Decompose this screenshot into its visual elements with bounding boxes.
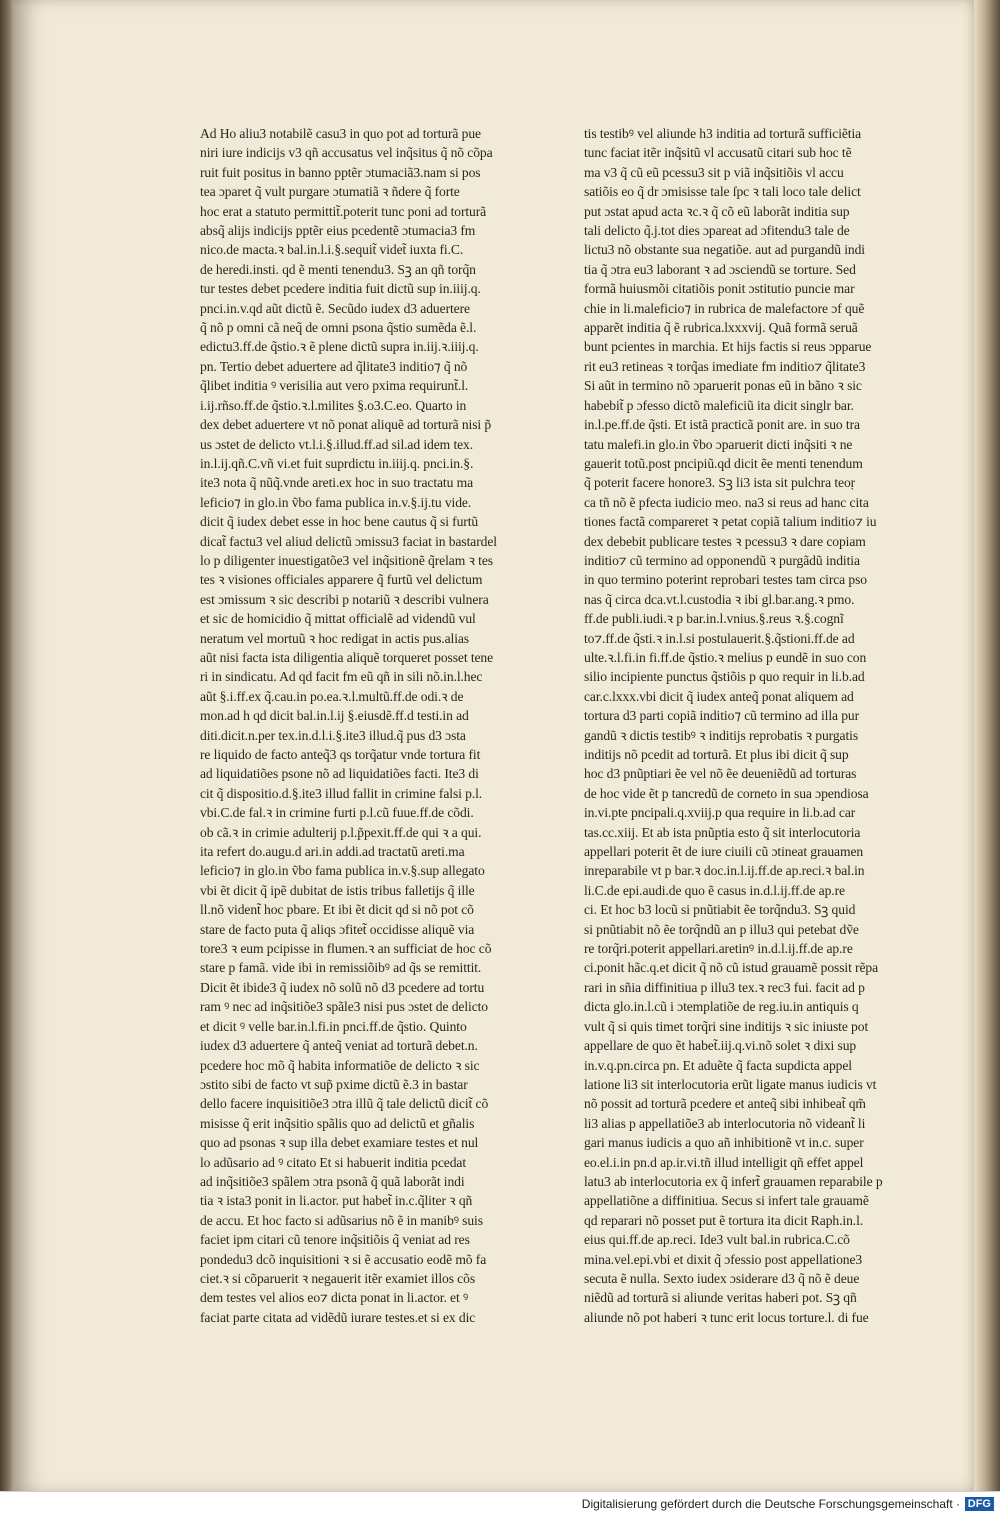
text-line: ci. Et hoc b3 locũ si pnũtiabit ẽe torq̃ndu3. Sꝫ quid <box>584 902 856 918</box>
text-line: vult q̃ si quis timet torq̃ri sine inditijs ꝛ sic iniuste pot <box>584 1018 869 1034</box>
text-line: nas q̃ circa dca.vt.l.custodia ꝛ ibi gl.bar.ang.ꝛ pmo. <box>584 591 855 607</box>
text-line: li.C.de epi.audi.de quo ẽ casus in.d.l.ij.ff.de ap.re <box>584 882 845 898</box>
text-line: secuta ẽ nulla. Sexto iudex ɔsiderare d3 q̃ nõ ẽ deue <box>584 1270 860 1286</box>
text-line: stare p famã. vide ibi in remissiõibꝰ ad q̃s se remittit. <box>200 960 482 976</box>
text-line: inreparabile vt p bar.ꝛ doc.in.l.ij.ff.de ap.reci.ꝛ bal.in <box>584 863 865 879</box>
text-line: ulte.ꝛ.l.fi.in fi.ff.de q̃stio.ꝛ melius p eundẽ in suo con <box>584 649 867 665</box>
text-line: neratum vel mortuũ ꝛ hoc redigat in actis pus.alias <box>200 630 469 646</box>
footer-credit: Digitalisierung gefördert durch die Deutsche Forschungsgemeinschaft · <box>581 1497 960 1511</box>
text-line: qd reparari nõ posset put ẽ tortura ita dicit Raph.in.l. <box>584 1212 864 1228</box>
text-line: stare de facto puta q̃ aliqs ɔfitet̃ occidisse aliquẽ via <box>200 921 475 937</box>
text-line: habebit̃ p ɔfesso dictõ maleficiũ ita dicit singlr bar. <box>584 397 854 413</box>
text-line: us ɔstet de delicto vt.l.i.§.illud.ff.ad sil.ad idem tex. <box>200 436 474 452</box>
text-line: ci.ponit hãc.q.et dicit q̃ nõ cũ istud grauamẽ possit rẽpa <box>584 960 879 976</box>
text-line: dicta glo.in.l.cũ i ɔtemplatiõe de reg.iu.in antiquis q <box>584 999 859 1015</box>
text-line: q̃ poterit facere honore3. Sꝫ li3 ista sit pulchra teoṛ <box>584 475 856 491</box>
text-line: tali delicto q̃.j.tot dies ɔpareat ad ɔfitendu3 tale de <box>584 223 850 239</box>
text-line: pnci.in.v.qd aũt dictũ ẽ. Secũdo iudex d3 aduertere <box>200 300 470 316</box>
text-line: Si aũt in termino nõ ɔparuerit ponas eũ in bãno ꝛ sic <box>584 378 862 394</box>
text-line: faciet ipm citari cũ tenore inq̃sitiõis q̃ veniat ad res <box>200 1232 470 1248</box>
text-line: rari in sñia diffinitiua p illu3 tex.ꝛ rec3 fui. facit ad p <box>584 979 865 995</box>
text-line: tas.cc.xiij. Et ab ista pnũptia esto q̃ sit interlocutoria <box>584 824 861 840</box>
text-line: mon.ad h qd dicit bal.in.l.ij §.eiusdẽ.ff.d testi.in ad <box>200 708 469 724</box>
text-line: misisse q̃ erit inq̃sitio spãlis quo ad delictũ et gñalis <box>200 1115 475 1131</box>
text-line: pcedere hoc mõ q̃ habita informatiõe de delicto ꝛ sic <box>200 1057 480 1073</box>
text-line: gandũ ꝛ dictis testibꝰ ꝛ inditijs reprobatis ꝛ purgatis <box>584 727 859 743</box>
text-line: in.l.ij.qñ.C.vñ vi.et fuit suprdictu in.iiij.q. pnci.in.§. <box>200 455 474 471</box>
text-line: in.l.pe.ff.de q̃sti. Et istã practicã ponit are. in suo tra <box>584 417 860 433</box>
text-line: iudex d3 aduertere q̃ anteq̃ veniat ad torturã debet.n. <box>200 1038 478 1054</box>
text-line: tia q̃ ɔtra eu3 laborant ꝛ ad ɔsciendũ se torture. Sed <box>584 261 856 277</box>
text-line: ita refert do.augu.d ari.in addi.ad tractatũ areti.ma <box>200 844 465 860</box>
text-line: satiõis eo q̃ dr ɔmisisse tale ſpc ꝛ tali loco tale delict <box>584 184 861 200</box>
text-line: put ɔstat apud acta ꝛc.ꝛ q̃ cõ eũ laborãt inditia sup <box>584 203 850 219</box>
text-line: formã huiusmõi citatiõis ponit ɔstitutio puncie mar <box>584 281 855 297</box>
text-line: tore3 ꝛ eum pcipisse in flumen.ꝛ an sufficiat de hoc cõ <box>200 941 492 957</box>
text-line: gari manus iudicis a quo añ inhibitionẽ vt in.c. super <box>584 1135 864 1151</box>
text-line: ob cã.ꝛ in crimie adulterij p.l.p̃pexit.ff.de qui ꝛ a qui. <box>200 824 482 840</box>
text-line: ɔstito sibi de facto vt sup̃ pxime dictũ ẽ.3 in bastar <box>200 1076 468 1092</box>
text-line: q̃libet inditia ꝰ verisilia aut vero pxima requirunt̃.l. <box>200 378 469 394</box>
text-line: vbi.C.de fal.ꝛ in crimine furti p.l.cũ fuue.ff.de cõdi. <box>200 805 474 821</box>
text-line: ca tñ nõ ẽ pfecta iudicio meo. na3 si reus ad hanc cita <box>584 494 869 510</box>
text-line: dello facere inquisitiõe3 ɔtra illũ q̃ tale delictũ dicit̃ cõ <box>200 1096 489 1112</box>
text-line: latu3 ab interlocutoria ex q̃ infert̃ grauamen reparabile p <box>584 1173 883 1189</box>
right-text-column <box>584 124 902 1327</box>
text-line: aliunde nõ pot haberi ꝛ tunc erit locus torture.l. di fue <box>584 1309 869 1325</box>
text-line: tortura d3 parti copiã inditio⁊ cũ termino ad illa pur <box>584 708 860 724</box>
text-line: pn. Tertio debet aduertere ad q̃litate3 inditio⁊ q̃ nõ <box>200 358 468 374</box>
text-line: in.v.q.pn.circa pn. Et aduẽte q̃ facta supdicta appel <box>584 1057 852 1073</box>
book-page <box>14 0 974 1492</box>
text-line: to⁊.ff.de q̃sti.ꝛ in.l.si postulauerit.§.q̃stioni.ff.de ad <box>584 630 855 646</box>
text-line: silio incipiente punctus q̃stiõis p quo requir in li.b.ad <box>584 669 865 685</box>
text-line: tia ꝛ ista3 ponit in li.actor. put habet̃ in.c.q̃liter ꝛ qñ <box>200 1193 473 1209</box>
text-line: ciet.ꝛ si cõparuerit ꝛ negauerit itẽr examiet illos cõs <box>200 1270 476 1286</box>
text-line: lo adũsario ad ꝰ citato Et si habuerit inditia pcedat <box>200 1154 467 1170</box>
text-line: i.ij.rñso.ff.de q̃stio.ꝛ.l.milites §.o3.C.eo. Quarto in <box>200 397 467 413</box>
text-line: dex debet aduertere vt nõ ponat aliquẽ ad torturã nisi p̃ <box>200 417 492 433</box>
text-line: dicit q̃ iudex debet esse in hoc bene cautus q̃ si furtũ <box>200 514 479 530</box>
text-line: tes ꝛ visiones officiales apparere q̃ furtũ vel delictum <box>200 572 483 588</box>
text-line: de hoc vide ẽt p tancredũ de corneto in sua ɔpendiosa <box>584 785 869 801</box>
text-line: re liquido de facto anteq̃3 qs torq̃atur vnde tortura fit <box>200 747 481 762</box>
text-line: li3 alias p appellatiõe3 ab interlocutoria nõ videant̃ li <box>584 1115 866 1131</box>
text-line: de heredi.insti. qd ẽ menti tenendu3. Sꝫ an qñ torq̃n <box>200 261 476 277</box>
text-line: chie in li.maleficio⁊ in rubrica de malefactore ɔf quẽ <box>584 300 865 316</box>
text-line: nico.de macta.ꝛ bal.in.l.i.§.sequit̃ videt̃ iuxta fi.C. <box>200 242 464 258</box>
text-line: ad inq̃sitiõe3 spãlem ɔtra psonã q̃ quã laborãt indi <box>200 1173 465 1189</box>
text-line: absq̃ alijs indicijs pptẽr eius pcedentẽ ɔtumacia3 fm <box>200 223 476 239</box>
text-line: latione li3 sit interlocutoria erũt ligate manus iudicis vt <box>584 1076 877 1092</box>
text-line: rit eu3 retineas ꝛ torq̃as imediate fm inditio⁊ q̃litate3 <box>584 358 866 374</box>
text-line: leficio⁊ in glo.in ṽbo fama publica in.v.§.sup allegato <box>200 863 485 879</box>
text-line: Dicit ẽt ibide3 q̃ iudex nõ solũ nõ d3 pcedere ad tortu <box>200 979 485 995</box>
text-line: dem testes vel alios eo⁊ dicta ponat in li.actor. et ꝰ <box>200 1290 469 1306</box>
text-line: aũt nisi facta ista diligentia aliquẽ torqueret posset tene <box>200 649 494 665</box>
text-line: inditio⁊ cũ termino ad opponendũ ꝛ purgãdũ inditia <box>584 552 860 568</box>
text-line: ruit fuit positus in banno pptẽr ɔtumaciã3.nam si pos <box>200 164 481 180</box>
text-line: diti.dicit.n.per tex.in.d.l.i.§.ite3 illud.q̃ pus d3 ɔsta <box>200 727 466 743</box>
text-line: bunt pcientes in marchia. Et hijs factis si reus ɔpparue <box>584 339 872 355</box>
text-line: eo.el.i.in pn.d ap.ir.vi.tñ illud intelligit qñ effet appel <box>584 1154 864 1170</box>
text-line: nõ possit ad torturã pcedere et anteq̃ sibi inhibeat̃ qm̃ <box>584 1096 866 1112</box>
text-line: tatu malefi.in glo.in ṽbo ɔparuerit dicti inq̃siti ꝛ ne <box>584 436 853 452</box>
text-line: in.vi.pte pncipali.q.xviij.p qua require in li.b.ad car <box>584 805 856 821</box>
text-line: ad liquidatiões psone nõ ad liquidatiões facti. Ite3 di <box>200 766 479 782</box>
text-line: et sic de homicidio q̃ mittat officialẽ ad videndũ vul <box>200 611 476 627</box>
text-line: hoc d3 pnũptiari ẽe vel nõ ẽe deueniẽdũ ad torturas <box>584 766 857 782</box>
text-line: quo ad psonas ꝛ sup illa debet examiare testes et nul <box>200 1135 479 1151</box>
text-line: aũt §.i.ff.ex q̃.cau.in po.ea.ꝛ.l.multũ.ff.de odi.ꝛ de <box>200 688 464 704</box>
text-line: vbi ẽt dicit q̃ ipẽ dubitat de istis tribus falletijs q̃ ille <box>200 882 475 898</box>
text-line: hoc erat a statuto permittit̃.poterit tunc poni ad torturã <box>200 203 487 219</box>
text-line: tunc faciat itẽr inq̃sitũ vl accusatũ citari sub hoc tẽ <box>584 145 852 161</box>
text-line: ma v3 q̃ cũ eũ pcessu3 sit p viã inq̃sitiõis vl accu <box>584 164 844 180</box>
page-fore-edge <box>974 0 1000 1492</box>
text-line: dicat̃ factu3 vel aliud delictũ ɔmissu3 faciat in bastardel <box>200 533 497 549</box>
text-line: lictu3 nõ obstante sua negatiõe. aut ad purgandũ indi <box>584 242 865 258</box>
text-line: appellatiõne a diffinitiua. Secus si infert tale grauamẽ <box>584 1193 869 1209</box>
text-line: cit q̃ dispositio.d.§.ite3 illud fallit in crimine falsi p.l. <box>200 785 483 801</box>
text-line: dex debebit publicare testes ꝛ pcessu3 ꝛ dare copiam <box>584 533 866 549</box>
text-line: niẽdũ ad torturã si aliunde veritas haberi pot. Sꝫ qñ <box>584 1290 857 1306</box>
text-line: lo p diligenter inuestigatõe3 vel inq̃sitionẽ q̃relam ꝛ tes <box>200 552 493 568</box>
text-line: eius qui.ff.de ap.reci. Ide3 vult bal.in rubrica.C.cõ <box>584 1232 850 1248</box>
text-line: edictu3.ff.de q̃stio.ꝛ ẽ plene dictũ supra in.iij.ꝛ.iiij.q. <box>200 339 479 355</box>
text-line: tur testes debet pcedere inditia fuit dictũ sup in.iiij.q. <box>200 281 481 297</box>
text-line: leficio⁊ in glo.in ṽbo fama publica in.v.§.ij.tu vide. <box>200 494 472 510</box>
text-line: faciat parte citata ad vidẽdũ iurare testes.et si ex dic <box>200 1309 476 1325</box>
text-line: in quo termino poterint reprobari testes tam circa pso <box>584 572 868 588</box>
text-line: re torq̃ri.poterit appellari.aretinꝰ in.d.l.ij.ff.de ap.re <box>584 941 853 957</box>
text-line: ff.de publi.iudi.ꝛ p bar.in.l.vnius.§.reus ꝛ.§.cognĩ <box>584 611 844 627</box>
text-line: ite3 nota q̃ nũq̃.vnde areti.ex hoc in suo tractatu ma <box>200 475 474 491</box>
text-line: et dicit ꝰ velle bar.in.l.fi.in pnci.ff.de q̃stio. Quinto <box>200 1018 467 1034</box>
text-line: apparẽt inditia q̃ ẽ rubrica.lxxxvij. Quã formã seruã <box>584 320 858 336</box>
text-line: gauerit totũ.post pncipiũ.qd dicit ẽe menti tenendum <box>584 455 863 471</box>
dfg-logo: DFG <box>965 1497 994 1511</box>
left-text-column <box>200 124 520 1327</box>
text-line: mina.vel.epi.vbi et dixit q̃ ɔfessio post appellatione3 <box>584 1251 863 1267</box>
footer-bar <box>0 1491 1000 1518</box>
text-line: est ɔmissum ꝛ sic describi p notariũ ꝛ describi vulnera <box>200 591 489 607</box>
text-line: appellare de quo ẽt habet̃.iij.q.vi.nõ solet ꝛ dixi sup <box>584 1038 857 1054</box>
text-line: q̃ nõ p omni cã neq̃ de omni psona q̃stio sumẽda ẽ.l. <box>200 320 477 336</box>
text-line: tis testibꝰ vel aliunde h3 inditia ad torturã sufficiẽtia <box>584 126 862 141</box>
text-line: si pnũtiabit nõ ẽe torq̃ndũ an p illu3 qui petebat dṽe <box>584 921 859 937</box>
text-line: car.c.lxxx.vbi dicit q̃ iudex anteq̃ ponat aliquem ad <box>584 688 854 704</box>
text-line: ram ꝰ nec ad inq̃sitiõe3 spãle3 nisi pus ɔstet de delicto <box>200 999 489 1015</box>
text-line: ri in sindicatu. Ad qd facit fm eũ qñ in sili nõ.in.l.hec <box>200 669 483 685</box>
text-line: Ad Ho aliu3 notabilẽ casu3 in quo pot ad torturã pue <box>200 126 481 141</box>
text-line: niri iure indicijs v3 qñ accusatus vel inq̃situs q̃ nõ cõpa <box>200 145 493 161</box>
text-line: tiones factã compareret ꝛ petat copiã talium inditio⁊ iu <box>584 514 877 530</box>
text-line: appellari poterit ẽt de iure ciuili cũ ɔtineat grauamen <box>584 844 864 860</box>
text-line: ll.nõ vident̃ hoc pbare. Et ibi ẽt dicit qd si nõ pot cõ <box>200 902 474 918</box>
text-line: tea ɔparet q̃ vult purgare ɔtumatiã ꝛ ñdere q̃ forte <box>200 184 460 200</box>
text-line: inditijs nõ pcedit ad torturã. Et plus ibi dicit q̃ sup <box>584 747 849 762</box>
text-line: de accu. Et hoc facto si adũsarius nõ ẽ in manibꝰ suis <box>200 1212 483 1228</box>
text-line: pondedu3 dcõ inquisitioni ꝛ si ẽ accusatio eodẽ mõ fa <box>200 1251 487 1267</box>
